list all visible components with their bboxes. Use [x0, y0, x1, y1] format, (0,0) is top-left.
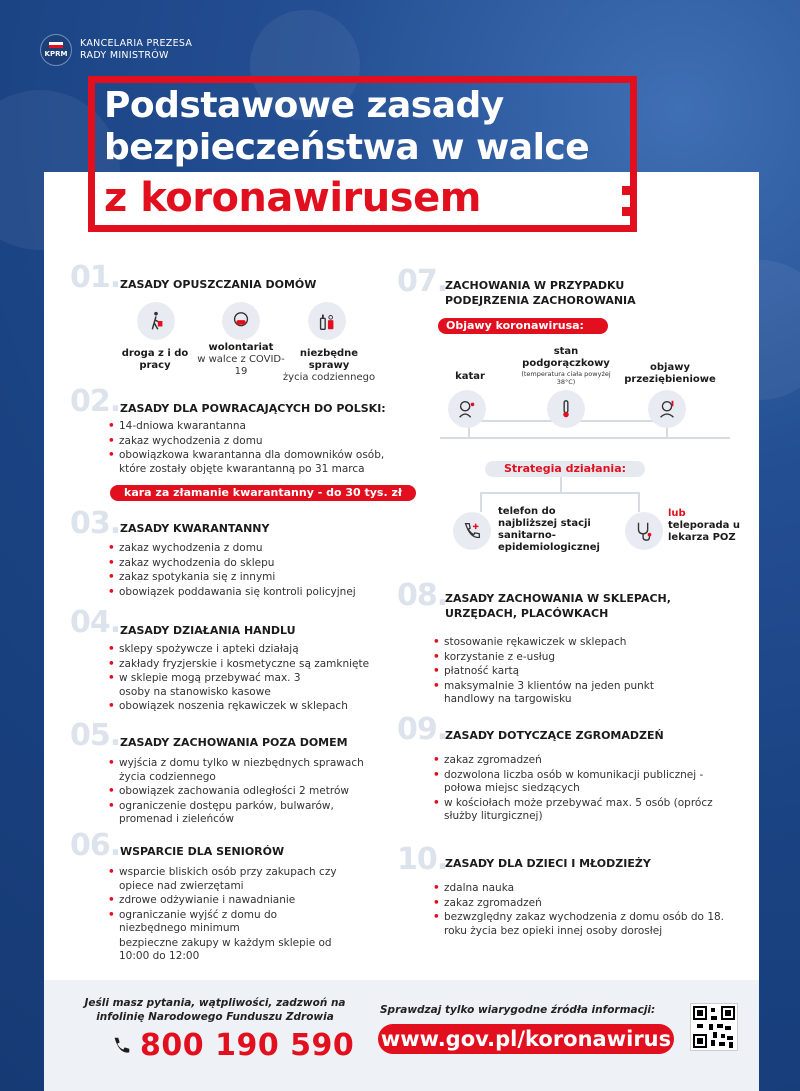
- section-list: [108, 866, 398, 965]
- list-item: • ograniczenie dostępu parków, bulwarów, promenad i zieleńców: [108, 800, 369, 827]
- section-title: ZASADY DZIAŁANIA HANDLU: [120, 624, 296, 637]
- kprm-emblem: [40, 34, 72, 66]
- section-number: 06.: [70, 828, 121, 863]
- mask-person-icon: [222, 302, 260, 340]
- helpline-text: Jeśli masz pytania, wątpliwości, zadzwoń na infolinię Narodowego Funduszu Zdrowia: [84, 997, 346, 1023]
- logo-abbr: KPRM: [44, 50, 68, 58]
- list-item: • zdrowe odżywianie i nawadnianie: [108, 894, 398, 908]
- sick-person-icon: [648, 390, 686, 428]
- title-colon: [622, 186, 632, 218]
- walking-person-icon: [137, 302, 175, 340]
- list-item: • zakaz zgromadzeń: [433, 897, 723, 911]
- symptom-label: objawy przeziębieniowe: [624, 362, 716, 385]
- list-item: • zakaz zgromadzeń: [433, 754, 723, 768]
- section-list: [108, 420, 398, 477]
- flag-icon: [49, 42, 63, 48]
- qr-code-icon: [690, 1003, 738, 1051]
- logo-line1: KANCELARIA PREZESA: [80, 38, 193, 49]
- list-item: • maksymalnie 3 klientów na jeden punkt handlowy na targowisku: [433, 680, 704, 707]
- section-number: 10.: [397, 842, 448, 877]
- strategy-label: Strategia działania:: [485, 461, 645, 477]
- helpline-phone[interactable]: [110, 1028, 354, 1063]
- list-item: • zakaz wychodzenia z domu: [108, 542, 398, 556]
- symptom-label: stan podgorączkowy (temperatura ciała powyżej 38°C): [521, 346, 611, 386]
- title-line2: bezpieczeństwa w walce: [104, 127, 590, 168]
- title-line1: Podstawowe zasady: [104, 85, 504, 126]
- list-item: • wsparcie bliskich osób przy zakupach czy opiece nad zwierzętami: [108, 866, 359, 893]
- symptoms-label: Objawy koronawirusa:: [438, 318, 608, 334]
- section-title: ZASADY DLA DZIECI I MŁODZIEŻY: [445, 857, 651, 870]
- list-item: • obowiązkowa kwarantanna dla domowników osób, które zostały objęte kwarantanną po 31 marca: [108, 449, 398, 476]
- action-label: telefon do najbliższej stacji sanitarno-epidemiologicznej: [498, 506, 600, 553]
- list-item: • wyjścia z domu tylko w niezbędnych sprawach życia codziennego: [108, 757, 389, 784]
- kprm-logo: [40, 34, 192, 66]
- list-item: • sklepy spożywcze i apteki działają: [108, 643, 398, 657]
- logo-line2: RADY MINISTRÓW: [80, 50, 169, 61]
- phone-number: 800 190 590: [140, 1028, 355, 1063]
- section-list: [108, 643, 398, 715]
- section-number: 02.: [70, 384, 121, 419]
- list-item: • w kościołach może przebywać max. 5 osób (oprócz służby liturgicznej): [433, 797, 714, 824]
- list-item: • zakłady fryzjerskie i kosmetyczne są zamknięte: [108, 658, 398, 672]
- website-link[interactable]: www.gov.pl/koronawirus: [378, 1024, 674, 1054]
- verify-text: Sprawdzaj tylko wiarygodne źródła informacji:: [380, 1004, 656, 1016]
- section-number: 03.: [70, 506, 121, 541]
- section-number: 08.: [397, 578, 448, 613]
- logo-text: [80, 38, 192, 62]
- icon-label-work: droga z i do pracy: [121, 348, 189, 371]
- list-item: • płatność kartą: [433, 665, 723, 679]
- section-list: [433, 636, 723, 708]
- phone-plus-icon: [453, 512, 491, 550]
- section-title: ZASADY ZACHOWANIA W SKLEPACH, URZĘDACH, PLACÓWKACH: [445, 592, 671, 620]
- section-title: ZASADY DOTYCZĄCE ZGROMADZEŃ: [445, 729, 664, 742]
- title-line3: z koronawirusem: [104, 174, 487, 222]
- section-list: [108, 757, 398, 828]
- list-item: • korzystanie z e-usług: [433, 651, 723, 665]
- section-title: ZACHOWANIA W PRZYPADKU PODEJRZENIA ZACHOROWANIA: [445, 279, 636, 307]
- list-item: • zdalna nauka: [433, 882, 723, 896]
- connector-line: [560, 477, 562, 493]
- icon-label-errands: niezbędne sprawy życia codziennego: [282, 348, 376, 383]
- section-title: ZASADY OPUSZCZANIA DOMÓW: [120, 278, 317, 291]
- sneezing-person-icon: [448, 390, 486, 428]
- phone-icon: [110, 1035, 132, 1057]
- section-list: [433, 754, 723, 825]
- list-item: • zakaz spotykania się z innymi: [108, 571, 398, 585]
- list-item: bezpieczne zakupy w każdym sklepie od 10:00 do 12:00: [119, 936, 332, 962]
- icon-label-volunteer: wolontariat w walce z COVID-19: [197, 342, 285, 377]
- section-title: ZASADY DLA POWRACAJĄCYCH DO POLSKI:: [120, 402, 386, 415]
- section-number: 01.: [70, 260, 121, 295]
- connector-line: [440, 437, 730, 439]
- section-number: 04.: [70, 605, 121, 640]
- section-title: ZASADY KWARANTANNY: [120, 522, 270, 535]
- list-item: • dozwolona liczba osób w komunikacji publicznej - połowa miejsc siedzących: [433, 769, 734, 796]
- action-label: lub teleporada u lekarza POZ: [668, 508, 740, 543]
- section-number: 05.: [70, 718, 121, 753]
- list-item: • bezwzględny zakaz wychodzenia z domu osób do 18. roku życia bez opieki innej osoby dorosłej: [433, 911, 734, 938]
- list-item: • zakaz wychodzenia z domu: [108, 435, 398, 449]
- stethoscope-icon: [625, 512, 663, 550]
- section-title: ZASADY ZACHOWANIA POZA DOMEM: [120, 736, 348, 749]
- list-item: • 14-dniowa kwarantanna: [108, 420, 398, 434]
- connector-line: [480, 492, 640, 494]
- list-item: • obowiązek poddawania się kontroli policyjnej: [108, 586, 398, 600]
- list-item: • obowiązek zachowania odległości 2 metrów: [108, 785, 398, 799]
- section-title: WSPARCIE DLA SENIORÓW: [120, 845, 285, 858]
- thermometer-icon: [547, 390, 585, 428]
- list-item: • ograniczanie wyjść z domu do niezbędnego minimum: [108, 909, 319, 936]
- penalty-badge: kara za złamanie kwarantanny - do 30 tys. zł: [110, 485, 416, 501]
- section-list: [433, 882, 723, 939]
- section-number: 09.: [397, 712, 448, 747]
- connector-line: [480, 492, 482, 512]
- list-item: • obowiązek noszenia rękawiczek w sklepach: [108, 700, 398, 714]
- section-list: [108, 542, 398, 600]
- list-item: • zakaz wychodzenia do sklepu: [108, 557, 398, 571]
- bottles-icon: [308, 302, 346, 340]
- connector-line: [638, 492, 640, 512]
- list-item: • w sklepie mogą przebywać max. 3 osoby na stanowisko kasowe: [108, 672, 319, 699]
- list-item: • stosowanie rękawiczek w sklepach: [433, 636, 723, 650]
- section-number: 07.: [397, 264, 448, 299]
- symptom-label: katar: [455, 371, 485, 382]
